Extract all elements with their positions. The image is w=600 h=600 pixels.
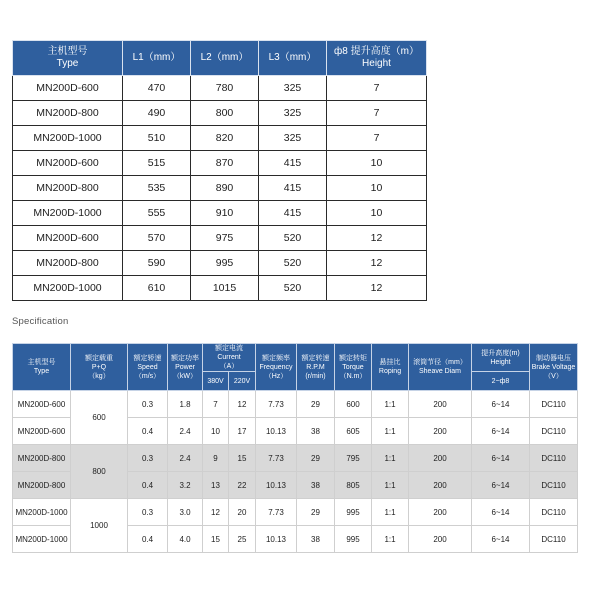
spec-cell-roping: 1:1: [372, 526, 409, 553]
spec-cell-sheave: 200: [409, 445, 472, 472]
dimensions-cell-l1: 470: [123, 76, 191, 101]
spec-header-frequency-zh: 额定频率: [262, 354, 290, 362]
spec-cell-torque: 795: [335, 445, 372, 472]
spec-cell-current-220v: 20: [229, 499, 256, 526]
spec-header-height: [472, 344, 530, 372]
spec-cell-sheave: 200: [409, 391, 472, 418]
spec-header-load-zh: 额定载重: [85, 354, 113, 362]
spec-cell-roping: 1:1: [372, 418, 409, 445]
spec-cell-speed: 0.4: [128, 472, 168, 499]
dimensions-cell-l1: 490: [123, 101, 191, 126]
spec-header-sheave-zh: 滚筒节径（mm）: [413, 359, 467, 366]
dimensions-cell-height: 7: [327, 126, 427, 151]
spec-cell-type: MN200D-1000: [13, 526, 71, 553]
spec-header-torque-en: Torque: [342, 363, 364, 371]
dimensions-cell-l2: 975: [191, 226, 259, 251]
dimensions-cell-type: MN200D-800: [13, 176, 123, 201]
spec-header-height-sub: 2~ф8: [472, 372, 530, 391]
spec-header-current: [203, 344, 256, 372]
spec-cell-height: 6~14: [472, 445, 530, 472]
dimensions-cell-type: MN200D-800: [13, 251, 123, 276]
spec-cell-speed: 0.3: [128, 499, 168, 526]
spec-header-roping: [372, 344, 409, 391]
dimensions-cell-l2: 820: [191, 126, 259, 151]
spec-cell-torque: 805: [335, 472, 372, 499]
spec-header-current-220v: 220V: [229, 372, 256, 391]
dimensions-cell-l1: 610: [123, 276, 191, 301]
spec-cell-speed: 0.4: [128, 418, 168, 445]
spec-cell-sheave: 200: [409, 418, 472, 445]
spec-cell-brake: DC110: [530, 391, 578, 418]
dimensions-cell-type: MN200D-1000: [13, 126, 123, 151]
dimensions-row: [13, 276, 427, 301]
spec-cell-type: MN200D-600: [13, 391, 71, 418]
spec-cell-height: 6~14: [472, 391, 530, 418]
dimensions-cell-l1: 590: [123, 251, 191, 276]
dimensions-row: [13, 76, 427, 101]
spec-cell-brake: DC110: [530, 445, 578, 472]
spec-cell-rpm: 29: [297, 391, 335, 418]
dimensions-cell-type: MN200D-600: [13, 76, 123, 101]
spec-header-brake-zh: 制动器电压: [536, 354, 571, 362]
spec-cell-brake: DC110: [530, 526, 578, 553]
spec-cell-roping: 1:1: [372, 391, 409, 418]
spec-cell-frequency: 10.13: [256, 526, 297, 553]
dimensions-cell-height: 12: [327, 226, 427, 251]
spec-header-sheave: [409, 344, 472, 391]
spec-cell-power: 3.0: [168, 499, 203, 526]
spec-header-type-zh: 主机型号: [27, 359, 56, 366]
dimensions-cell-l3: 325: [259, 101, 327, 126]
dimensions-cell-l1: 535: [123, 176, 191, 201]
spec-cell-torque: 995: [335, 499, 372, 526]
dimensions-cell-l1: 570: [123, 226, 191, 251]
spec-cell-type: MN200D-600: [13, 418, 71, 445]
spec-header-type: [13, 344, 71, 391]
header-type-zh: 主机型号: [47, 46, 88, 57]
spec-cell-height: 6~14: [472, 499, 530, 526]
dimensions-cell-type: MN200D-600: [13, 226, 123, 251]
spec-header-torque-zh: 额定转矩: [339, 354, 367, 362]
header-height-zh: ф8 提升高度（m）: [334, 46, 419, 57]
spec-cell-roping: 1:1: [372, 499, 409, 526]
spec-cell-current-380v: 12: [203, 499, 229, 526]
dimensions-cell-l3: 415: [259, 151, 327, 176]
dimensions-cell-height: 10: [327, 176, 427, 201]
spec-header-speed-zh: 额定轿速: [133, 354, 162, 362]
dimensions-header-row: [13, 41, 427, 76]
dimensions-cell-l2: 890: [191, 176, 259, 201]
header-l3-label: L3（mm）: [268, 52, 317, 63]
spec-cell-current-380v: 7: [203, 391, 229, 418]
spec-cell-current-220v: 17: [229, 418, 256, 445]
spec-header-height-zh: 提升高度(m): [481, 349, 520, 357]
spec-cell-power: 2.4: [168, 418, 203, 445]
specification-label: Specification: [12, 316, 69, 327]
spec-header-power-zh: 额定功率: [171, 354, 199, 362]
spec-header-speed-unit: （m/s）: [134, 372, 161, 380]
spec-cell-speed: 0.3: [128, 391, 168, 418]
spec-cell-torque: 995: [335, 526, 372, 553]
spec-header-power-unit: （kW）: [172, 372, 198, 380]
dimensions-cell-l2: 780: [191, 76, 259, 101]
dimensions-cell-l3: 415: [259, 201, 327, 226]
dimensions-row: [13, 226, 427, 251]
spec-cell-frequency: 10.13: [256, 418, 297, 445]
spec-cell-power: 3.2: [168, 472, 203, 499]
dimensions-cell-l1: 515: [123, 151, 191, 176]
spec-header-frequency-unit: （Hz）: [264, 372, 288, 380]
spec-cell-brake: DC110: [530, 499, 578, 526]
header-l2: [191, 41, 259, 76]
dimensions-cell-height: 7: [327, 76, 427, 101]
spec-cell-frequency: 7.73: [256, 391, 297, 418]
dimensions-cell-type: MN200D-1000: [13, 201, 123, 226]
spec-header-brake-en: Brake Voltage: [531, 363, 576, 371]
spec-cell-torque: 605: [335, 418, 372, 445]
spec-header-current-380v: 380V: [203, 372, 229, 391]
spec-header-roping-en: Roping: [378, 368, 402, 375]
spec-header-torque: [335, 344, 372, 391]
dimensions-cell-l2: 870: [191, 151, 259, 176]
spec-header-frequency: [256, 344, 297, 391]
spec-cell-power: 1.8: [168, 391, 203, 418]
spec-cell-rpm: 29: [297, 499, 335, 526]
spec-cell-current-380v: 9: [203, 445, 229, 472]
dimensions-row: [13, 201, 427, 226]
spec-cell-frequency: 7.73: [256, 445, 297, 472]
spec-header-load-unit: （kg）: [88, 372, 110, 380]
spec-header-sheave-en: Sheave Diam: [418, 368, 462, 375]
spec-cell-rpm: 29: [297, 445, 335, 472]
spec-cell-load: 1000: [71, 499, 128, 553]
dimensions-table: [12, 40, 427, 301]
spec-header-speed-en: Speed: [137, 363, 158, 371]
spec-cell-roping: 1:1: [372, 472, 409, 499]
specification-body: [13, 391, 578, 553]
dimensions-cell-l3: 520: [259, 226, 327, 251]
dimensions-cell-l3: 520: [259, 276, 327, 301]
spec-cell-type: MN200D-800: [13, 472, 71, 499]
spec-header-frequency-en: Frequency: [259, 363, 293, 371]
spec-header-power-en: Power: [175, 363, 195, 371]
dimensions-cell-type: MN200D-600: [13, 151, 123, 176]
spec-header-type-en: Type: [33, 368, 50, 375]
spec-cell-roping: 1:1: [372, 445, 409, 472]
dimensions-row: [13, 101, 427, 126]
spec-header-load-en: P+Q: [91, 363, 107, 371]
spec-cell-power: 2.4: [168, 445, 203, 472]
dimensions-cell-l2: 995: [191, 251, 259, 276]
spec-cell-sheave: 200: [409, 472, 472, 499]
spec-header-brake-unit: （V）: [544, 372, 563, 380]
spec-cell-load: 800: [71, 445, 128, 499]
header-type-en: Type: [56, 58, 79, 69]
spec-cell-speed: 0.3: [128, 445, 168, 472]
spec-cell-current-220v: 22: [229, 472, 256, 499]
header-height-en: Height: [362, 58, 391, 69]
header-type: [13, 41, 123, 76]
dimensions-body: [13, 76, 427, 301]
spec-row: [13, 391, 578, 418]
header-l2-label: L2（mm）: [200, 52, 249, 63]
spec-header-current-zh: 额定电流Current: [215, 345, 243, 361]
dimensions-cell-height: 12: [327, 251, 427, 276]
spec-cell-load: 600: [71, 391, 128, 445]
spec-cell-sheave: 200: [409, 499, 472, 526]
spec-cell-current-380v: 13: [203, 472, 229, 499]
spec-header-power: [168, 344, 203, 391]
spec-cell-brake: DC110: [530, 472, 578, 499]
spec-row: [13, 445, 578, 472]
spec-cell-speed: 0.4: [128, 526, 168, 553]
spec-header-speed: [128, 344, 168, 391]
spec-cell-frequency: 7.73: [256, 499, 297, 526]
dimensions-row: [13, 176, 427, 201]
header-l1-label: L1（mm）: [132, 52, 181, 63]
dimensions-cell-type: MN200D-1000: [13, 276, 123, 301]
dimensions-cell-l2: 800: [191, 101, 259, 126]
spec-cell-current-380v: 15: [203, 526, 229, 553]
spec-cell-height: 6~14: [472, 472, 530, 499]
dimensions-cell-l1: 510: [123, 126, 191, 151]
spec-cell-current-220v: 25: [229, 526, 256, 553]
dimensions-row: [13, 151, 427, 176]
spec-cell-current-220v: 15: [229, 445, 256, 472]
header-l1: [123, 41, 191, 76]
dimensions-cell-l3: 415: [259, 176, 327, 201]
spec-cell-type: MN200D-800: [13, 445, 71, 472]
spec-header-rpm-en: R.P.M: [306, 363, 325, 371]
spec-header-rpm-unit: (r/min): [305, 372, 326, 380]
spec-header-load: [71, 344, 128, 391]
dimensions-cell-height: 12: [327, 276, 427, 301]
dimensions-cell-height: 10: [327, 151, 427, 176]
spec-cell-type: MN200D-1000: [13, 499, 71, 526]
spec-header-row-1: [13, 344, 578, 372]
spec-cell-rpm: 38: [297, 418, 335, 445]
dimensions-cell-l1: 555: [123, 201, 191, 226]
spec-row: [13, 499, 578, 526]
dimensions-cell-l3: 325: [259, 126, 327, 151]
dimensions-cell-l2: 1015: [191, 276, 259, 301]
spec-header-torque-unit: （N.m）: [339, 372, 367, 380]
spec-header-rpm-zh: 额定转速: [301, 354, 330, 362]
spec-header-height-en: Height: [490, 358, 511, 366]
dimensions-cell-height: 10: [327, 201, 427, 226]
spec-cell-current-380v: 10: [203, 418, 229, 445]
spec-cell-height: 6~14: [472, 526, 530, 553]
spec-cell-rpm: 38: [297, 472, 335, 499]
spec-cell-height: 6~14: [472, 418, 530, 445]
dimensions-cell-height: 7: [327, 101, 427, 126]
spec-cell-current-220v: 12: [229, 391, 256, 418]
spec-cell-frequency: 10.13: [256, 472, 297, 499]
header-height: [327, 41, 427, 76]
dimensions-cell-l2: 910: [191, 201, 259, 226]
specification-table: [12, 343, 578, 553]
spec-cell-rpm: 38: [297, 526, 335, 553]
spec-header-rpm: [297, 344, 335, 391]
dimensions-row: [13, 126, 427, 151]
spec-header-roping-zh: 悬挂比: [379, 359, 401, 366]
dimensions-row: [13, 251, 427, 276]
spec-cell-power: 4.0: [168, 526, 203, 553]
spec-cell-sheave: 200: [409, 526, 472, 553]
dimensions-cell-l3: 325: [259, 76, 327, 101]
spec-header-brake: [530, 344, 578, 391]
dimensions-cell-l3: 520: [259, 251, 327, 276]
spec-cell-brake: DC110: [530, 418, 578, 445]
spec-cell-torque: 600: [335, 391, 372, 418]
header-l3: [259, 41, 327, 76]
spec-header-current-unit: （A）: [219, 363, 239, 370]
dimensions-cell-type: MN200D-800: [13, 101, 123, 126]
